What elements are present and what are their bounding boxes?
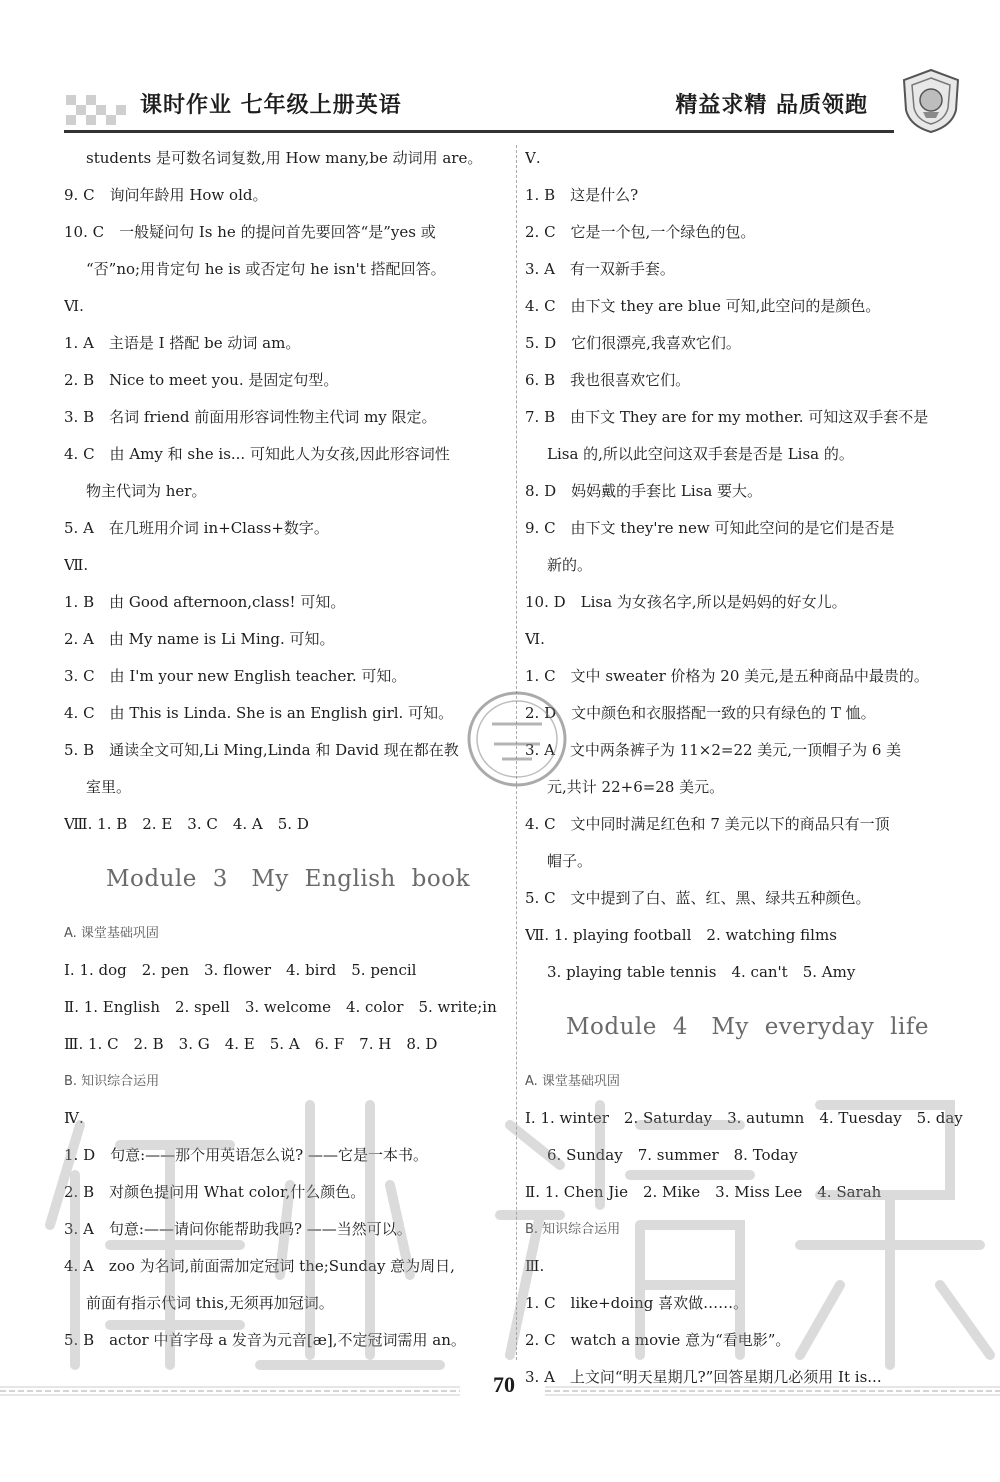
answer-line: Ⅰ. 1. dog 2. pen 3. flower 4. bird 5. pencil (64, 961, 417, 979)
answer-line: 1. C like+doing 喜欢做……。 (525, 1294, 749, 1312)
answer-line: Ⅴ. (525, 149, 541, 167)
answer-line: 5. B actor 中首字母 a 发音为元音[æ],不定冠词需用 an。 (64, 1331, 466, 1349)
answer-line: Ⅲ. (525, 1257, 545, 1275)
answer-line: 3. playing table tennis 4. can't 5. Amy (547, 963, 856, 981)
answer-line: 1. D 句意:——那个用英语怎么说? ——它是一本书。 (64, 1146, 428, 1164)
module-title: Module 3 My English book (105, 866, 471, 892)
answer-line: Ⅰ. 1. winter 2. Saturday 3. autumn 4. Tuesday 5. day (525, 1109, 963, 1127)
answer-line: Ⅶ. (64, 556, 89, 574)
answer-line: 帽子。 (547, 852, 593, 870)
answer-line: 6. Sunday 7. summer 8. Today (547, 1146, 798, 1164)
answer-line: 5. D 它们很漂亮,我喜欢它们。 (525, 334, 741, 352)
answer-line: 9. C 由下文 they're new 可知此空问的是它们是否是 (525, 519, 895, 537)
answer-line: 4. C 由下文 they are blue 可知,此空问的是颜色。 (525, 297, 881, 315)
answer-line: 4. A zoo 为名词,前面需加定冠词 the;Sunday 意为周日, (64, 1257, 455, 1275)
answer-line: 2. A 由 My name is Li Ming. 可知。 (64, 630, 335, 648)
answer-line: 4. C 文中同时满足红色和 7 美元以下的商品只有一顶 (525, 815, 890, 833)
answer-line: Ⅵ. (525, 630, 545, 648)
checker-decoration-icon (66, 95, 128, 129)
stamp-seal-icon (462, 684, 572, 794)
section-heading: A. 课堂基础巩固 (64, 926, 159, 941)
answer-line: 3. A 文中两条裤子为 11×2=22 美元,一顶帽子为 6 美 (525, 741, 902, 759)
answer-line: “否”no;用肯定句 he is 或否定句 he isn't 搭配回答。 (86, 260, 446, 278)
answer-line: Ⅶ. 1. playing football 2. watching films (525, 926, 837, 944)
answer-line: 新的。 (547, 556, 593, 574)
answer-line: 元,共计 22+6=28 美元。 (547, 778, 725, 796)
answer-line: 9. C 询问年龄用 How old。 (64, 186, 268, 204)
answer-line: 8. D 妈妈戴的手套比 Lisa 要大。 (525, 482, 763, 500)
answer-line: 5. A 在几班用介词 in+Class+数字。 (64, 519, 329, 537)
section-heading: A. 课堂基础巩固 (525, 1074, 620, 1089)
page-number: 70 (493, 1372, 515, 1397)
answer-line: 室里。 (86, 778, 132, 796)
answer-line: 3. A 句意:——请问你能帮助我吗? ——当然可以。 (64, 1220, 412, 1238)
answer-line: Ⅱ. 1. English 2. spell 3. welcome 4. color 5. write;in (64, 998, 497, 1016)
answer-line: 2. B 对颜色提问用 What color,什么颜色。 (64, 1183, 366, 1201)
answer-line: 3. A 有一双新手套。 (525, 260, 675, 278)
answer-line: 2. D 文中颜色和衣服搭配一致的只有绿色的 T 恤。 (525, 704, 876, 722)
answer-line: 2. C watch a movie 意为“看电影”。 (525, 1331, 791, 1349)
header-rule (64, 130, 894, 133)
header-title: 课时作业 七年级上册英语 (140, 92, 402, 118)
answer-line: Ⅳ. (64, 1109, 84, 1127)
answer-line: 物主代词为 her。 (86, 482, 207, 500)
answer-line: 3. A 上文问“明天星期几?”回答星期几必须用 It is... (525, 1368, 882, 1386)
answer-line: 4. C 由 This is Linda. She is an English girl. 可知。 (64, 704, 454, 722)
answer-line: 10. D Lisa 为女孩名字,所以是妈妈的好女儿。 (525, 593, 847, 611)
answer-line: Ⅵ. (64, 297, 84, 315)
answer-line: 2. B Nice to meet you. 是固定句型。 (64, 371, 339, 389)
answer-line: 4. C 由 Amy 和 she is... 可知此人为女孩,因此形容词性 (64, 445, 450, 463)
answer-line: 3. C 由 I'm your new English teacher. 可知。 (64, 667, 407, 685)
answer-line: Lisa 的,所以此空问这双手套是否是 Lisa 的。 (547, 445, 854, 463)
answer-line: 7. B 由下文 They are for my mother. 可知这双手套不是 (525, 408, 929, 426)
answer-line: Ⅲ. 1. C 2. B 3. G 4. E 5. A 6. F 7. H 8. D (64, 1035, 438, 1053)
answer-line: 5. C 文中提到了白、蓝、红、黑、绿共五种颜色。 (525, 889, 871, 907)
header-slogan: 精益求精 品质领跑 (675, 92, 868, 118)
answer-line: 5. B 通读全文可知,Li Ming,Linda 和 David 现在都在教 (64, 741, 459, 759)
answer-line: 2. C 它是一个包,一个绿色的包。 (525, 223, 756, 241)
answer-line: students 是可数名词复数,用 How many,be 动词用 are。 (86, 149, 483, 167)
answer-line: 3. B 名词 friend 前面用形容词性物主代词 my 限定。 (64, 408, 437, 426)
section-heading: B. 知识综合运用 (64, 1074, 160, 1089)
answer-line: Ⅷ. 1. B 2. E 3. C 4. A 5. D (64, 815, 309, 833)
page-header (0, 0, 1000, 140)
answer-line: 1. A 主语是 I 搭配 be 动词 am。 (64, 334, 301, 352)
emblem-icon (896, 66, 966, 136)
answer-line: Ⅱ. 1. Chen Jie 2. Mike 3. Miss Lee 4. Sarah (525, 1183, 882, 1201)
answer-line: 10. C 一般疑问句 Is he 的提问首先要回答“是”yes 或 (64, 223, 436, 241)
section-heading: B. 知识综合运用 (525, 1222, 621, 1237)
watermark-icon (40, 1065, 1000, 1395)
answer-line: 1. B 由 Good afternoon,class! 可知。 (64, 593, 346, 611)
answer-line: 1. B 这是什么? (525, 186, 639, 204)
answer-line: 1. C 文中 sweater 价格为 20 美元,是五种商品中最贵的。 (525, 667, 929, 685)
answer-line: 前面有指示代词 this,无须再加冠词。 (86, 1294, 334, 1312)
module-title: Module 4 My everyday life (566, 1014, 929, 1040)
answer-line: 6. B 我也很喜欢它们。 (525, 371, 691, 389)
